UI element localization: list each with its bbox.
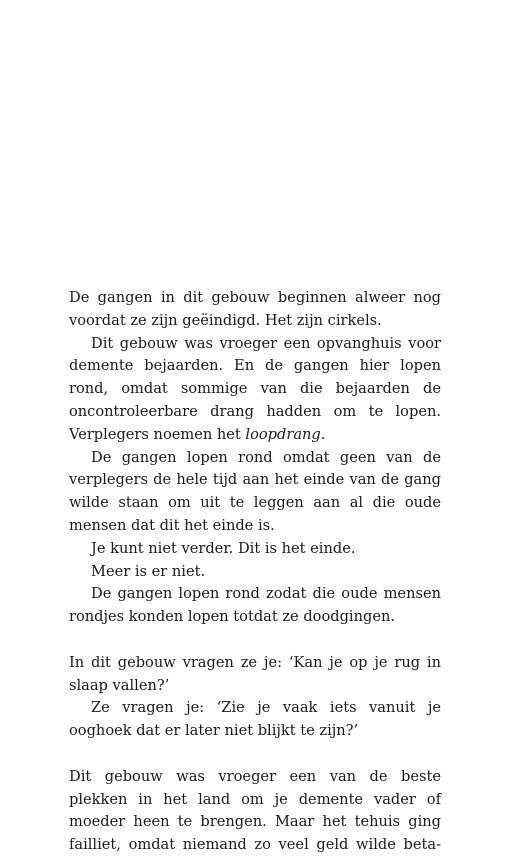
paragraph-2-end: . [320,425,326,443]
paragraph-8: Ze vragen je: ‘Zie je vaak iets vanuit je ooghoek dat er later niet blijkt te zijn?’ [69,699,441,740]
paragraph-7: In dit gebouw vragen ze je: ‘Kan je op je rug in slaap vallen?’ [69,653,441,694]
paragraph-2 [69,333,441,447]
paragraph-9: Dit gebouw was vroeger een van de beste plekken in het land om je demente vader of moeder heen te brengen. Maar het tehuis ging failliet, omdat niemand zo veel geld wilde beta- [69,767,441,854]
body-text [69,287,441,857]
paragraph-2-text: Dit gebouw was vroeger een opvanghuis voor demente bejaarden. En de gangen hier lopen rond, omdat sommige van die bejaarden de oncontroleerbare drang hadden om te lopen. Verplegers noemen het [69,334,441,443]
paragraph-2-emphasis: loopdrang [245,425,321,443]
paragraph-3: De gangen lopen rond omdat geen van de verplegers de hele tijd aan het einde van de gang wilde staan om uit te leggen aan al die oude mensen dat dit het einde is. [69,448,441,534]
paragraph-1: De gangen in dit gebouw beginnen alweer nog voordat ze zijn geëindigd. Het zijn cirkels. [69,289,441,329]
paragraph-5: Meer is er niet. [91,562,206,580]
paragraph-4: Je kunt niet verder. Dit is het einde. [91,539,356,557]
paragraph-6: De gangen lopen rond zodat die oude mensen rondjes konden lopen totdat ze doodgingen. [69,585,441,626]
